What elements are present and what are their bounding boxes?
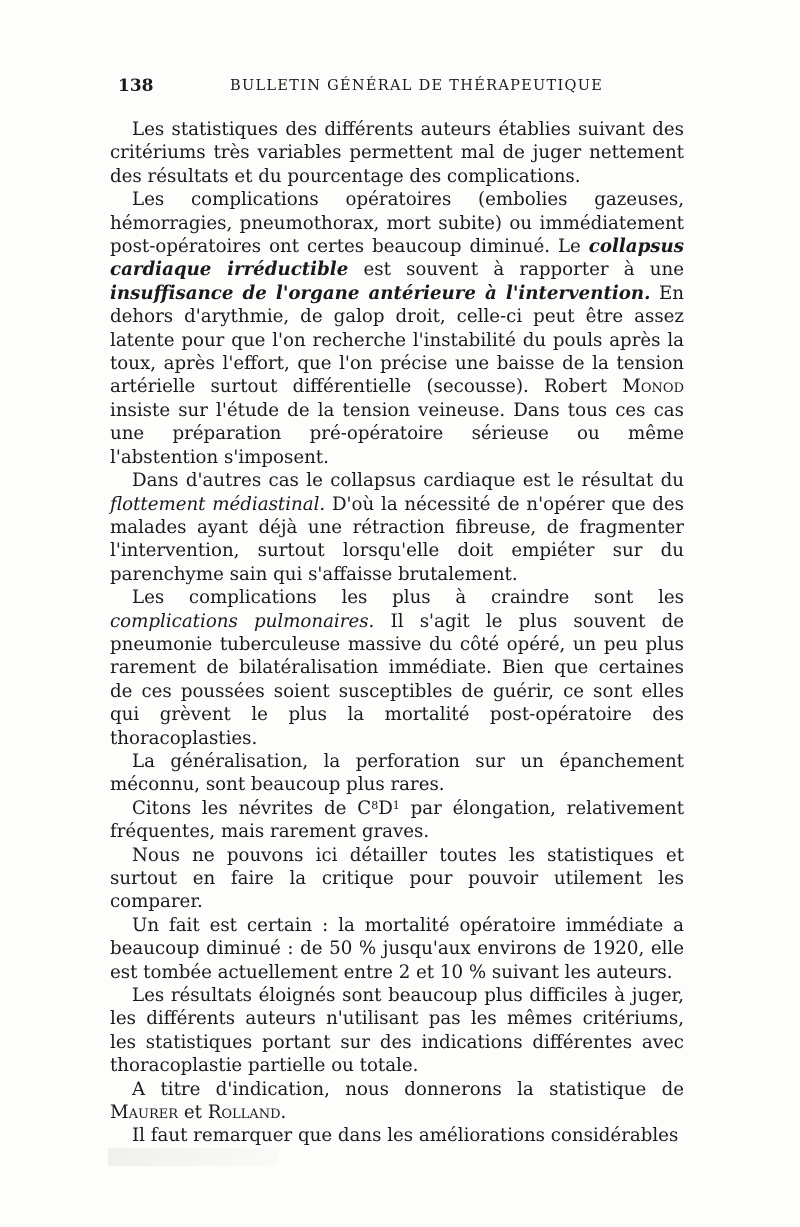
body-text <box>110 118 684 1148</box>
paragraph-flottement <box>110 469 684 586</box>
text-run: est souvent à rapporter à une <box>348 259 684 281</box>
emphasis-insuffisance: insuffisance de l'organe antérieure à l'intervention. <box>110 282 651 304</box>
emphasis-flottement: flottement médiastinal. <box>110 493 326 515</box>
text-run: Les complications les plus à craindre sont les <box>132 587 684 609</box>
text-run: A titre d'indication, nous donnerons la statistique de <box>132 1078 684 1100</box>
text-run: Les complications opératoires (embolies gazeuses, hémorragies, pneumothorax, mort subite) ou immédiatement post-opératoires ont certes beaucoup diminué. Le <box>110 189 684 258</box>
paragraph-statistiques: Les statistiques des différents auteurs établies suivant des critériums très variables permettent mal de juger nettement des résultats et du pourcentage des complications. <box>110 119 684 187</box>
paragraph-ameliorations: Il faut remarquer que dans les améliorations considérables <box>132 1125 679 1147</box>
paragraph-resultats-eloignes: Les résultats éloignés sont beaucoup plus difficiles à juger, les différents auteurs n'utilisant pas les mêmes critériums, les statistiques portant sur des indications différentes avec thoracoplastie partielle ou totale. <box>110 985 684 1077</box>
text-run: . <box>280 1102 287 1124</box>
paragraph-indication <box>110 1078 684 1125</box>
paragraph-generalisation: La généralisation, la perforation sur un épanchement méconnu, sont beaucoup plus rares. <box>110 750 684 796</box>
author-monod: Monod <box>622 376 684 398</box>
superscript: 8 <box>371 798 379 812</box>
text-run: D'où la nécessité de n'opérer que des malades ayant déjà une rétraction fibreuse, de fragmenter l'intervention, surtout lorsqu'elle doit empiéter sur du parenchyme sain qui s'affaisse brutalement. <box>110 493 685 585</box>
page-number: 138 <box>118 76 154 96</box>
paragraph-mortalite: Un fait est certain : la mortalité opératoire immédiate a beaucoup diminué : de 50 % jusqu'aux environs de 1920, elle est tombée actuellement entre 2 et 10 % suivant les auteurs. <box>110 914 684 983</box>
text-run: et <box>178 1102 208 1124</box>
scan-smudge <box>108 1148 278 1166</box>
text-run: D <box>378 797 393 819</box>
page-header <box>118 74 688 104</box>
paragraph-complications-pulmonaires <box>110 586 684 750</box>
text-run: par élongation, relativement fréquentes, mais rarement graves. <box>110 797 684 843</box>
superscript: 1 <box>392 798 400 812</box>
paragraph-critique: Nous ne pouvons ici détailler toutes les statistiques et surtout en faire la critique pour pouvoir utilement les comparer. <box>110 844 684 913</box>
author-rolland: Rolland <box>207 1102 281 1124</box>
text-run: Citons les névrites de C <box>132 797 372 819</box>
text-run: Il s'agit le plus souvent de pneumonie tuberculeuse massive du côté opéré, un peu plus rarement de bilatéralisation immédiate. Bien que certaines de ces poussées soient susceptibles de guérir, ce sont elles qui grèvent le plus la mortalité post-opératoire des thoracoplasties. <box>110 610 685 749</box>
emphasis-collapsus: collapsus cardiaque irréductible <box>110 236 684 281</box>
emphasis-complications-pulmonaires: complications pulmonaires. <box>110 610 375 632</box>
running-head: BULLETIN GÉNÉRAL DE THÉRAPEUTIQUE <box>230 78 604 94</box>
author-maurer: Maurer <box>110 1102 179 1124</box>
paragraph-nevrites <box>110 797 684 844</box>
text-run: Dans d'autres cas le collapsus cardiaque est le résultat du <box>132 470 684 492</box>
paragraph-complications-operatoires <box>110 188 684 469</box>
text-run: insiste sur l'étude de la tension veineuse. Dans tous ces cas une préparation pré-opératoire sérieuse ou même l'abstention s'imposent. <box>110 399 684 468</box>
text-run: En dehors d'arythmie, de galop droit, celle-ci peut être assez latente pour que l'on recherche l'instabilité du pouls après la toux, après l'effort, que l'on précise une baisse de la tension artérielle surtout différentielle (secousse). Robert <box>110 282 684 398</box>
